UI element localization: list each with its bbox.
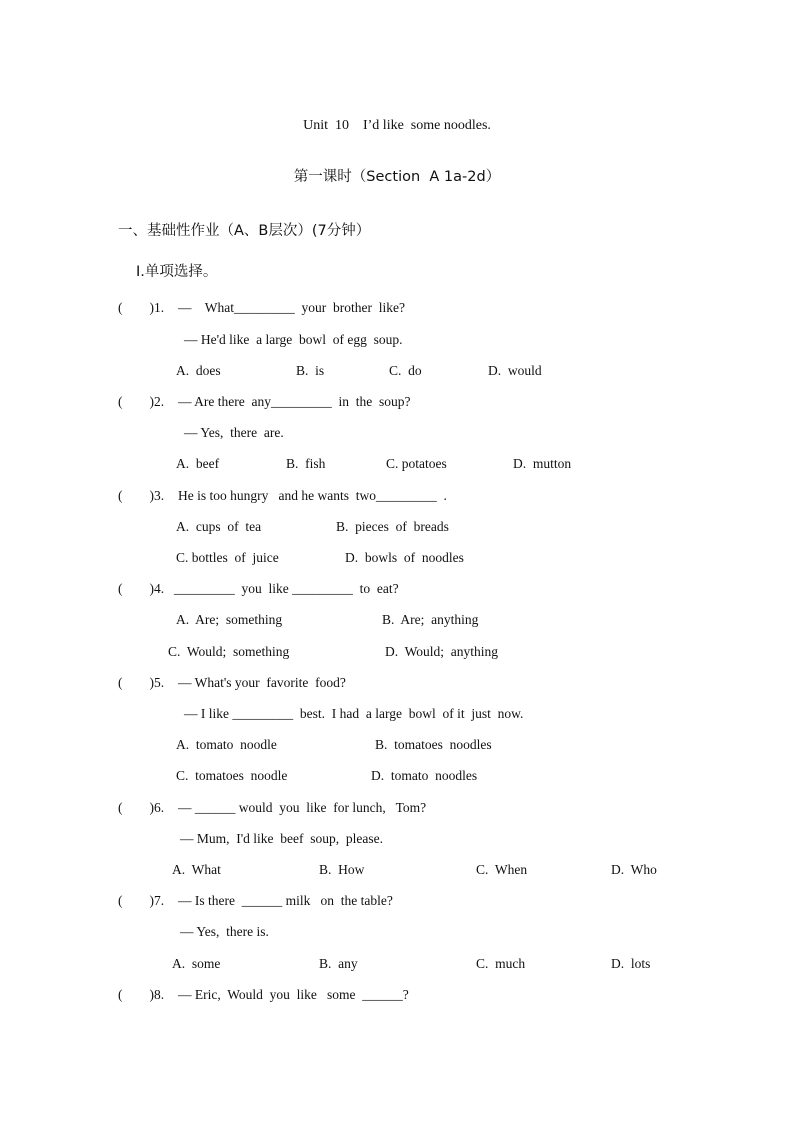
- question-5-option-a: A. tomato noodle: [176, 737, 277, 752]
- question-2-option-c: C. potatoes: [386, 456, 447, 471]
- question-1-answer: — He'd like a large bowl of egg soup.: [184, 332, 403, 347]
- question-7-option-a: A. some: [172, 956, 221, 971]
- question-6-option-d: D. Who: [611, 862, 657, 877]
- section-heading: 一、基础性作业（A、B层次）(7分钟）: [118, 223, 371, 239]
- question-5-option-d: D. tomato noodles: [371, 768, 478, 783]
- question-2-option-d: D. mutton: [513, 456, 572, 471]
- question-3-stem: He is too hungry and he wants two_________ .: [178, 488, 447, 503]
- question-5-number: ( )5.: [118, 675, 165, 690]
- question-8-number: ( )8.: [118, 987, 165, 1002]
- question-1-option-b: B. is: [296, 363, 325, 378]
- question-3-number: ( )3.: [118, 488, 165, 503]
- question-6-stem: — ______ would you like for lunch, Tom?: [178, 800, 427, 815]
- question-5-answer: — I like _________ best. I had a large bowl of it just now.: [184, 706, 524, 721]
- question-6-answer: — Mum, I'd like beef soup, please.: [180, 831, 384, 846]
- question-2-answer: — Yes, there are.: [184, 425, 284, 440]
- question-5-stem: — What's your favorite food?: [178, 675, 346, 690]
- question-5-option-c: C. tomatoes noodle: [176, 768, 288, 783]
- question-3-option-d: D. bowls of noodles: [345, 550, 464, 565]
- question-2-stem: — Are there any_________ in the soup?: [178, 394, 411, 409]
- question-6-number: ( )6.: [118, 800, 165, 815]
- question-2-number: ( )2.: [118, 394, 165, 409]
- unit-title: Unit 10 I’d like some noodles.: [303, 118, 491, 133]
- question-6-option-c: C. When: [476, 862, 528, 877]
- question-2-option-b: B. fish: [286, 456, 326, 471]
- question-3-option-b: B. pieces of breads: [336, 519, 449, 534]
- question-7-option-b: B. any: [319, 956, 358, 971]
- question-1-number: ( )1.: [118, 300, 165, 315]
- question-6-option-b: B. How: [319, 862, 365, 877]
- question-4-option-b: B. Are; anything: [382, 612, 479, 627]
- question-1-option-c: C. do: [389, 363, 422, 378]
- part-title: Ⅰ.单项选择。: [136, 264, 218, 280]
- question-4-number: ( )4.: [118, 581, 165, 596]
- question-4-stem: _________ you like _________ to eat?: [174, 581, 399, 596]
- question-4-option-c: C. Would; something: [168, 644, 290, 659]
- question-6-option-a: A. What: [172, 862, 221, 877]
- question-8-stem: — Eric, Would you like some ______?: [178, 987, 409, 1002]
- question-5-option-b: B. tomatoes noodles: [375, 737, 492, 752]
- question-1-option-a: A. does: [176, 363, 221, 378]
- lesson-title: 第一课时（Section A 1a-2d）: [293, 169, 501, 185]
- question-7-answer: — Yes, there is.: [180, 924, 269, 939]
- question-7-stem: — Is there ______ milk on the table?: [178, 893, 393, 908]
- question-7-option-d: D. lots: [611, 956, 651, 971]
- question-4-option-d: D. Would; anything: [385, 644, 499, 659]
- question-4-option-a: A. Are; something: [176, 612, 283, 627]
- question-3-option-c: C. bottles of juice: [176, 550, 279, 565]
- question-7-number: ( )7.: [118, 893, 165, 908]
- question-3-option-a: A. cups of tea: [176, 519, 262, 534]
- question-1-option-d: D. would: [488, 363, 542, 378]
- question-7-option-c: C. much: [476, 956, 526, 971]
- question-2-option-a: A. beef: [176, 456, 220, 471]
- question-1-stem: — What_________ your brother like?: [178, 300, 405, 315]
